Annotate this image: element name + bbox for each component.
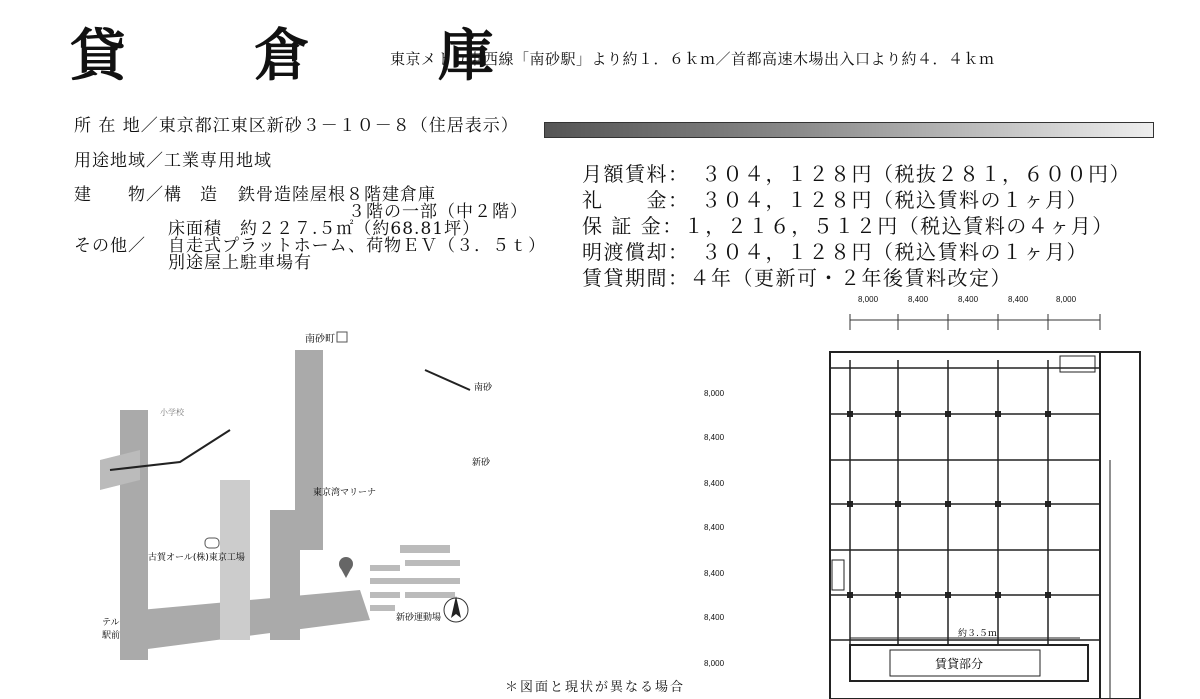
footnote: ＊図面と現状が異なる場合: [505, 680, 686, 695]
structure-line-2: ３階の一部（中２階）: [348, 202, 528, 222]
plan-side-dim-3: 8,400: [704, 479, 725, 488]
map-label-station: 南砂町: [305, 334, 335, 345]
map-label-factory: 古賀オール(株)東京工場: [148, 553, 245, 563]
map-label-marina: 東京湾マリーナ: [313, 488, 377, 498]
plan-top-dim-2: 8,400: [908, 295, 929, 304]
lease-term-line: 賃貸期間：４年（更新可・２年後賃料改定）: [582, 266, 1012, 290]
map-label-right-1: 南砂: [474, 383, 493, 393]
plan-side-dim-5: 8,400: [704, 569, 725, 578]
plan-side-dim-2: 8,400: [704, 433, 725, 442]
key-money-line: 礼 金： ３０４，１２８円（税込賃料の１ヶ月）: [582, 188, 1088, 212]
map-label-hotel: テル: [102, 618, 120, 628]
map-label-station-left: 駅前: [102, 631, 121, 641]
other-label: その他／: [74, 236, 146, 256]
map-label-park: 新砂運動場: [396, 613, 442, 623]
plan-top-dim-3: 8,400: [958, 295, 979, 304]
zoning-line: 用途地域／工業専用地域: [74, 151, 272, 171]
deposit-line: 保 証 金：１，２１６，５１２円（税込賃料の４ヶ月）: [582, 214, 1114, 238]
plan-top-dim-5: 8,000: [1056, 295, 1077, 304]
page-title: 貸 倉 庫: [70, 23, 530, 89]
plan-top-dim-1: 8,000: [858, 295, 879, 304]
floor-area-line: 床面積 約２２７.５㎡（約68.81坪）: [168, 219, 481, 239]
plan-side-dim-4: 8,400: [704, 523, 725, 532]
floor-plan: [700, 290, 1150, 699]
plan-top-dim-4: 8,400: [1008, 295, 1029, 304]
plan-side-dim-1: 8,000: [704, 389, 725, 398]
other-line-2: 別途屋上駐車場有: [168, 253, 312, 273]
monthly-rent-line: 月額賃料： ３０４，１２８円（税抜２８１，６００円）: [582, 162, 1131, 186]
plan-side-dim-6: 8,400: [704, 613, 725, 622]
location-line: 所 在 地／東京都江東区新砂３－１０－８（住居表示）: [74, 116, 519, 136]
restoration-line: 明渡償却： ３０４，１２８円（税込賃料の１ヶ月）: [582, 240, 1088, 264]
building-label: 建 物／構 造: [74, 185, 218, 205]
plan-side-dim-7: 8,000: [704, 659, 725, 668]
plan-approx-label: 約３.５ｍ: [958, 629, 997, 639]
rental-area-label: 賃貸部分: [935, 657, 984, 671]
other-line-1: 自走式プラットホーム、荷物ＥＶ（３．５ｔ）: [168, 236, 547, 256]
map-label-right-2: 新砂: [472, 458, 491, 468]
header-gradient-bar: [544, 122, 1154, 138]
location-map: [100, 320, 520, 660]
map-label-school: 小学校: [160, 408, 184, 417]
structure-line-1: 鉄骨造陸屋根８階建倉庫: [238, 185, 436, 205]
access-info: 東京メトロ東西線「南砂駅」より約１．６ｋｍ／首都高速木場出入口より約４．４ｋｍ: [390, 50, 995, 68]
